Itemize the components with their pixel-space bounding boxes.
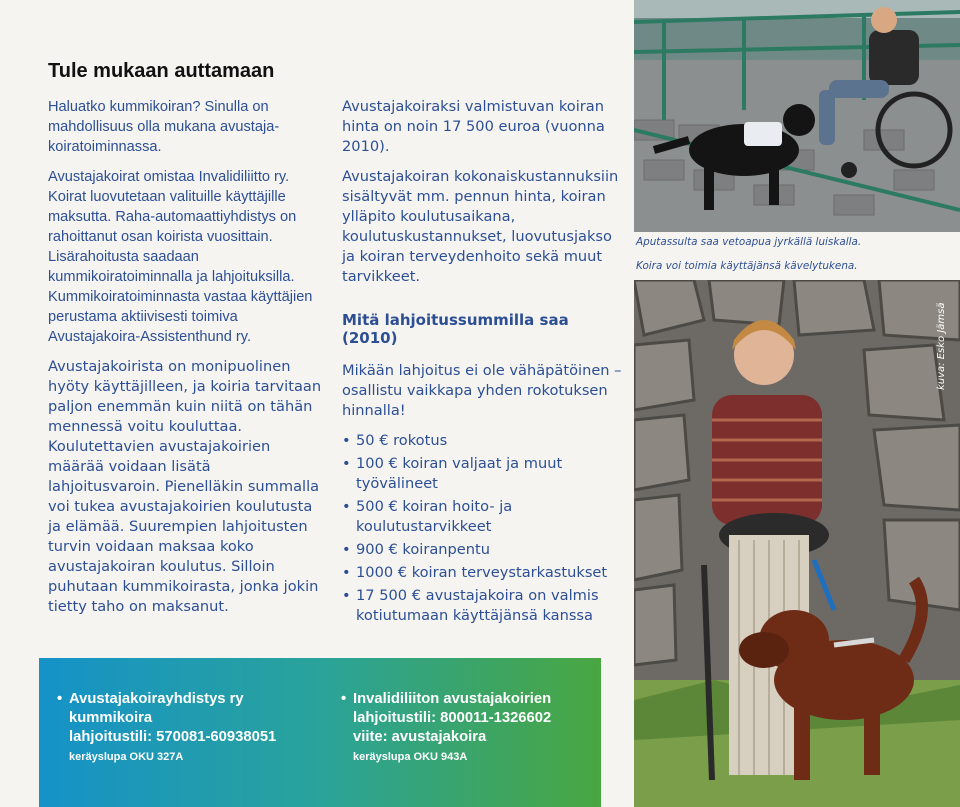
donation-item: • 1000 € koiran terveystarkastukset — [342, 563, 624, 583]
donation-item: • 500 € koiran hoito- ja koulutustarvikkeet — [342, 497, 624, 537]
banner-left-line2: kummikoira — [69, 710, 153, 726]
costs-paragraph: Avustajakoiran kokonaiskustannuksiin sisältyvät mm. pennun hinta, koiran ylläpito koulutusaikana, koulutuskustannukset, luovutusjakso ja koiran terveydenhoito sekä muut tarvikkeet. — [342, 168, 619, 285]
banner-right-block — [341, 690, 591, 763]
banner-left-account: lahjoitustili: 570081-60938051 — [69, 729, 277, 745]
photo-credit: kuva: Esko Jämsä — [936, 302, 947, 390]
banner-right-permit: keräyslupa OKU 943A — [353, 751, 468, 763]
donation-item: • 17 500 € avustajakoira on valmis kotiutumaan käyttäjänsä kanssa — [342, 586, 624, 626]
left-column — [48, 60, 323, 627]
photo-wheelchair-dog — [634, 0, 960, 232]
funding-text: Avustajakoirat omistaa Invalidiliitto ry. Koirat luovutetaan valituille käyttäjille maksutta. Raha-automaattiyhdistys on rahoittanut osan koirista vuosittain. Lisärahoitusta saadaan kummikoiratoiminnalla ja lahjoituksilla. — [48, 169, 297, 285]
donation-banner — [39, 658, 601, 807]
intro-paragraph: Haluatko kummikoiran? Sinulla on mahdollisuus olla mukana avustajakoiratoiminnassa. — [48, 99, 280, 155]
caption-top: Aputassulta saa vetoapua jyrkällä luiskalla. — [636, 236, 862, 248]
donation-item: • 900 € koiranpentu — [342, 540, 624, 560]
banner-right-account: lahjoitustili: 800011-1326602 — [353, 710, 552, 726]
donation-item: • 50 € rokotus — [342, 431, 624, 451]
funding-paragraph — [48, 167, 323, 347]
donations-intro: Mikään lahjoitus ei ole vähäpätöinen – osallistu vaikkapa yhden rokotuksen hinnalla! — [342, 362, 622, 419]
banner-left-block — [57, 690, 307, 763]
caption-bottom: Koira voi toimia käyttäjänsä kävelytukena. — [636, 260, 858, 272]
price-paragraph: Avustajakoiraksi valmistuvan koiran hinta on noin 17 500 euroa (vuonna 2010). — [342, 98, 605, 155]
banner-right-reference: viite: avustajakoira — [353, 729, 487, 745]
photo-woman-dog — [634, 280, 960, 807]
banner-right-line1: • Invalidiliiton avustajakoirien — [341, 690, 591, 709]
page-title: Tule mukaan auttamaan — [48, 60, 275, 82]
benefits-paragraph: Avustajakoirista on monipuolinen hyöty käyttäjilleen, ja koiria tarvitaan paljon enemmän kuin niitä on tähän mennessä voitu kouluttaa. Koulutettavien avustajakoirien määrää voidaan lisätä lahjoitusvaroin. Pienelläkin summalla voi tukea avustajakoirien koulutusta ja elämää. Suurempien lahjoitusten turvin voidaan maksaa koko avustajakoiran koulutus. Silloin puhutaan kummikoirasta, jonka jokin tietty taho on maksanut. — [48, 358, 322, 615]
sponsor-text: Kummikoiratoiminnasta vastaa käyttäjien perustama aktiivisesti toimiva Avustajakoira-Assistenthund ry. — [48, 289, 313, 345]
donations-heading: Mitä lahjoitussummilla saa (2010) — [342, 311, 569, 347]
donation-item: • 100 € koiran valjaat ja muut työvälineet — [342, 454, 624, 494]
donation-list — [342, 431, 624, 626]
middle-column — [342, 97, 624, 629]
banner-left-line1: • Avustajakoirayhdistys ry — [57, 690, 307, 709]
banner-left-permit: keräyslupa OKU 327A — [69, 751, 184, 763]
